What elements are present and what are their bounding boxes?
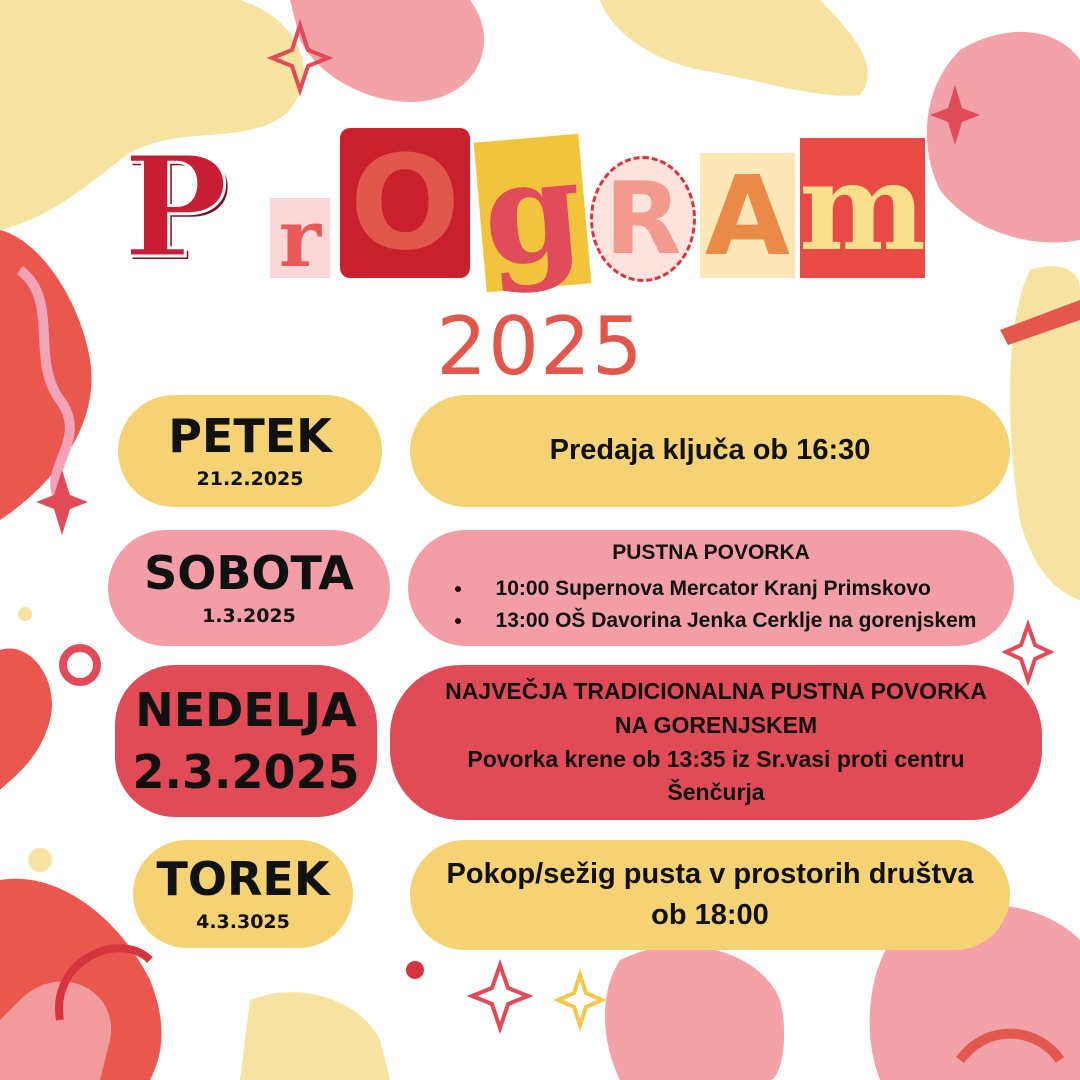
day-date: 21.2.2025 (196, 468, 304, 491)
event-pill-petek (410, 395, 1010, 507)
day-pill-petek (118, 395, 382, 507)
title-letter-a: A (700, 153, 795, 278)
list-item: • 13:00 OŠ Davorina Jenka Cerklje na gorenjskem (474, 605, 977, 637)
event-text-line1: Pokop/sežig pusta v prostorih društva (446, 857, 974, 890)
day-date: 2.3.2025 (132, 745, 360, 799)
program-year: 2025 (436, 300, 644, 393)
event-heading-line1: NAJVEČJA TRADICIONALNA PUSTNA POVORKA (445, 677, 987, 704)
event-list (446, 573, 977, 637)
event-text-line2: ob 18:00 (651, 898, 769, 931)
title-letter-r: r (270, 198, 330, 278)
day-date: 1.3.2025 (202, 605, 296, 628)
day-name: PETEK (168, 408, 332, 463)
title-letter-m: m (799, 137, 926, 278)
title-letter-g: g (474, 134, 592, 293)
event-detail-line1: Povorka krene ob 13:35 iz Sr.vasi proti centru (467, 745, 965, 772)
event-pill-sobota (408, 530, 1014, 646)
day-name: SOBOTA (144, 545, 354, 600)
day-pill-sobota (108, 530, 390, 646)
day-name: NEDELJA (135, 682, 357, 737)
event-text: Predaja ključa ob 16:30 (549, 434, 871, 467)
event-heading: PUSTNA POVORKA (612, 541, 810, 565)
day-pill-torek (133, 840, 353, 948)
day-date: 4.3.3025 (196, 911, 290, 934)
title-letter-p: P (122, 126, 229, 290)
day-pill-nedelja (115, 665, 377, 817)
list-item: • 10:00 Supernova Mercator Kranj Primskovo (474, 573, 977, 605)
title-letter-o: O (340, 128, 470, 278)
day-name: TOREK (156, 851, 330, 906)
event-pill-torek (410, 840, 1010, 950)
title-letter-r-circle: R (590, 156, 696, 282)
event-detail-line2: Šenčurja (667, 779, 765, 806)
program-title (110, 128, 930, 298)
event-heading-line2: NA GORENJSKEM (614, 711, 818, 738)
event-pill-nedelja (390, 665, 1042, 820)
